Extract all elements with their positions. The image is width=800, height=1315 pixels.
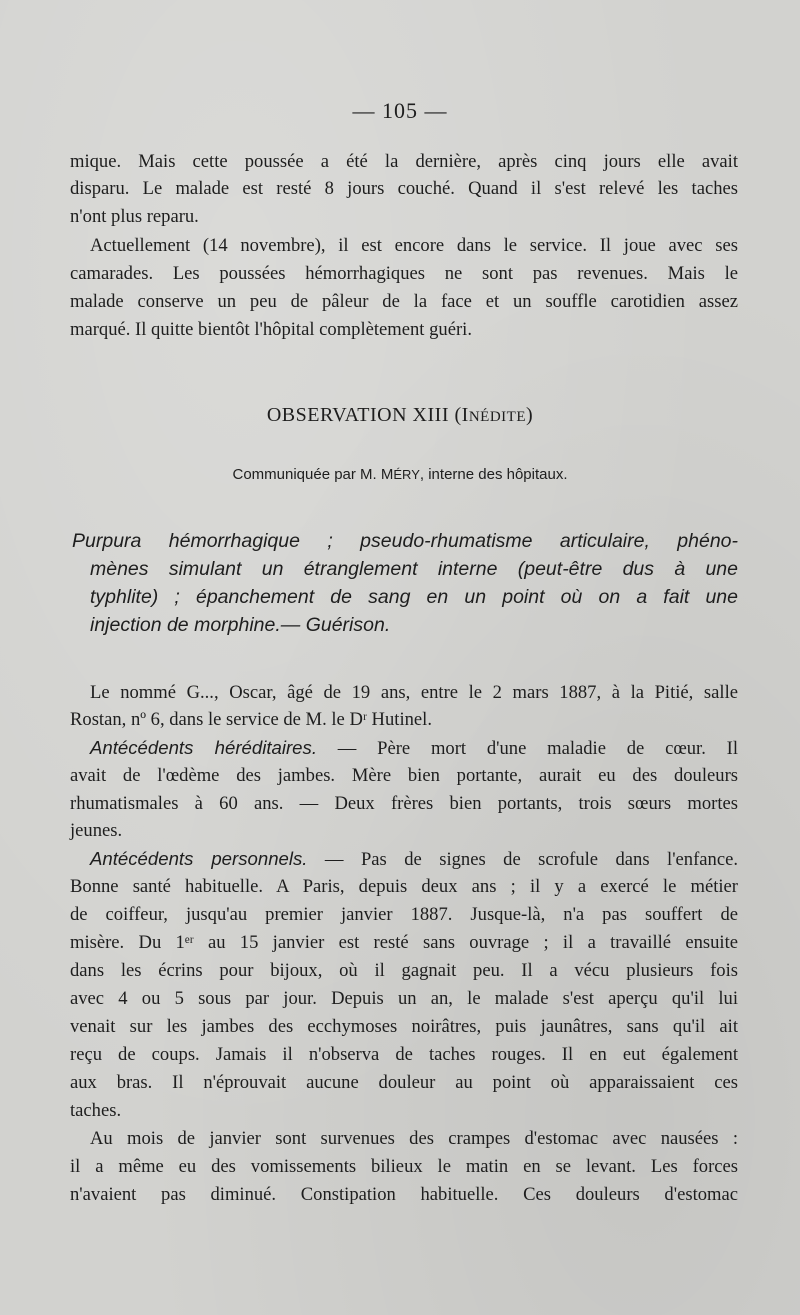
text-line: rhumatismales à 60 ans. — Deux frères bien portants, trois sœurs mortes xyxy=(70,793,738,814)
text-line: venait sur les jambes des ecchymoses noirâtres, puis jaunâtres, sans qu'il ait xyxy=(70,1016,738,1037)
text-line: il a même eu des vomissements bilieux le matin en se levant. Les forces xyxy=(70,1156,738,1177)
text-line: n'ont plus reparu. xyxy=(70,206,199,227)
text-line: disparu. Le malade est resté 8 jours couché. Quand il s'est relevé les taches xyxy=(70,178,738,199)
summary-line: injection de morphine.— Guérison. xyxy=(90,614,391,636)
observation-title-close: ) xyxy=(525,404,534,426)
text-line: Au mois de janvier sont survenues des crampes d'estomac avec nausées : xyxy=(90,1128,738,1149)
communicated-prefix: Communiquée par M. xyxy=(232,466,381,483)
text-line: misère. Du 1ᵉʳ au 15 janvier est resté sans ouvrage ; il a travaillé ensuite xyxy=(70,932,738,953)
text-line: mique. Mais cette poussée a été la dernière, après cinq jours elle avait xyxy=(70,151,738,172)
text-line: Actuellement (14 novembre), il est encore dans le service. Il joue avec ses xyxy=(90,235,738,256)
communicated-name-initial: M xyxy=(380,466,394,483)
text-line: taches. xyxy=(70,1100,122,1121)
personal-heading-line xyxy=(90,845,738,873)
text-line: reçu de coups. Jamais il n'observa de taches rouges. Il en eut également xyxy=(70,1044,738,1065)
observation-title-initial: I xyxy=(461,404,469,426)
text-line: n'avaient pas diminué. Constipation habituelle. Ces douleurs d'estomac xyxy=(70,1184,738,1205)
text-line: Bonne santé habituelle. A Paris, depuis deux ans ; il y a exercé le métier xyxy=(70,876,738,897)
communicated-suffix: , interne des hôpitaux. xyxy=(419,466,568,483)
observation-title-smallcaps: NÉDITE xyxy=(468,409,526,425)
communicated-by xyxy=(0,466,800,483)
summary-line: typhlite) ; épanchement de sang en un point où on a fait une xyxy=(90,586,738,608)
text-line: avait de l'œdème des jambes. Mère bien portante, aurait eu des douleurs xyxy=(70,765,738,786)
summary-line: Purpura hémorrhagique ; pseudo-rhumatisme articulaire, phéno- xyxy=(72,530,738,552)
text-line: Rostan, nº 6, dans le service de M. le Dʳ Hutinel. xyxy=(70,709,432,730)
text-line: aux bras. Il n'éprouvait aucune douleur au point où apparaissaient ces xyxy=(70,1072,738,1093)
hereditary-heading-line xyxy=(90,734,738,762)
text-line: jeunes. xyxy=(70,820,123,841)
hereditary-first-line: — Père mort d'une maladie de cœur. Il xyxy=(317,738,739,759)
observation-title-main: OBSERVATION XIII ( xyxy=(266,404,462,426)
personal-first-line: — Pas de signes de scrofule dans l'enfance. xyxy=(307,849,738,870)
text-line: dans les écrins pour bijoux, où il gagnait peu. Il a vécu plusieurs fois xyxy=(70,960,738,981)
text-line: avec 4 ou 5 sous par jour. Depuis un an, le malade s'est aperçu qu'il lui xyxy=(70,988,738,1009)
text-line: malade conserve un peu de pâleur de la face et un souffle carotidien assez xyxy=(70,291,738,312)
hereditary-heading: Antécédents héréditaires. xyxy=(90,737,317,758)
observation-title xyxy=(0,404,800,427)
text-line: camarades. Les poussées hémorrhagiques ne sont pas revenues. Mais le xyxy=(70,263,738,284)
text-line: marqué. Il quitte bientôt l'hôpital complètement guéri. xyxy=(70,319,472,340)
page-number: — 105 — xyxy=(352,98,448,123)
communicated-name-smallcaps: ÉRY xyxy=(393,467,420,482)
text-line: de coiffeur, jusqu'au premier janvier 1887. Jusque-là, n'a pas souffert de xyxy=(70,904,738,925)
personal-heading: Antécédents personnels. xyxy=(90,848,308,869)
summary-line: mènes simulant un étranglement interne (peut-être dus à une xyxy=(90,558,738,580)
text-line: Le nommé G..., Oscar, âgé de 19 ans, entre le 2 mars 1887, à la Pitié, salle xyxy=(90,682,738,703)
